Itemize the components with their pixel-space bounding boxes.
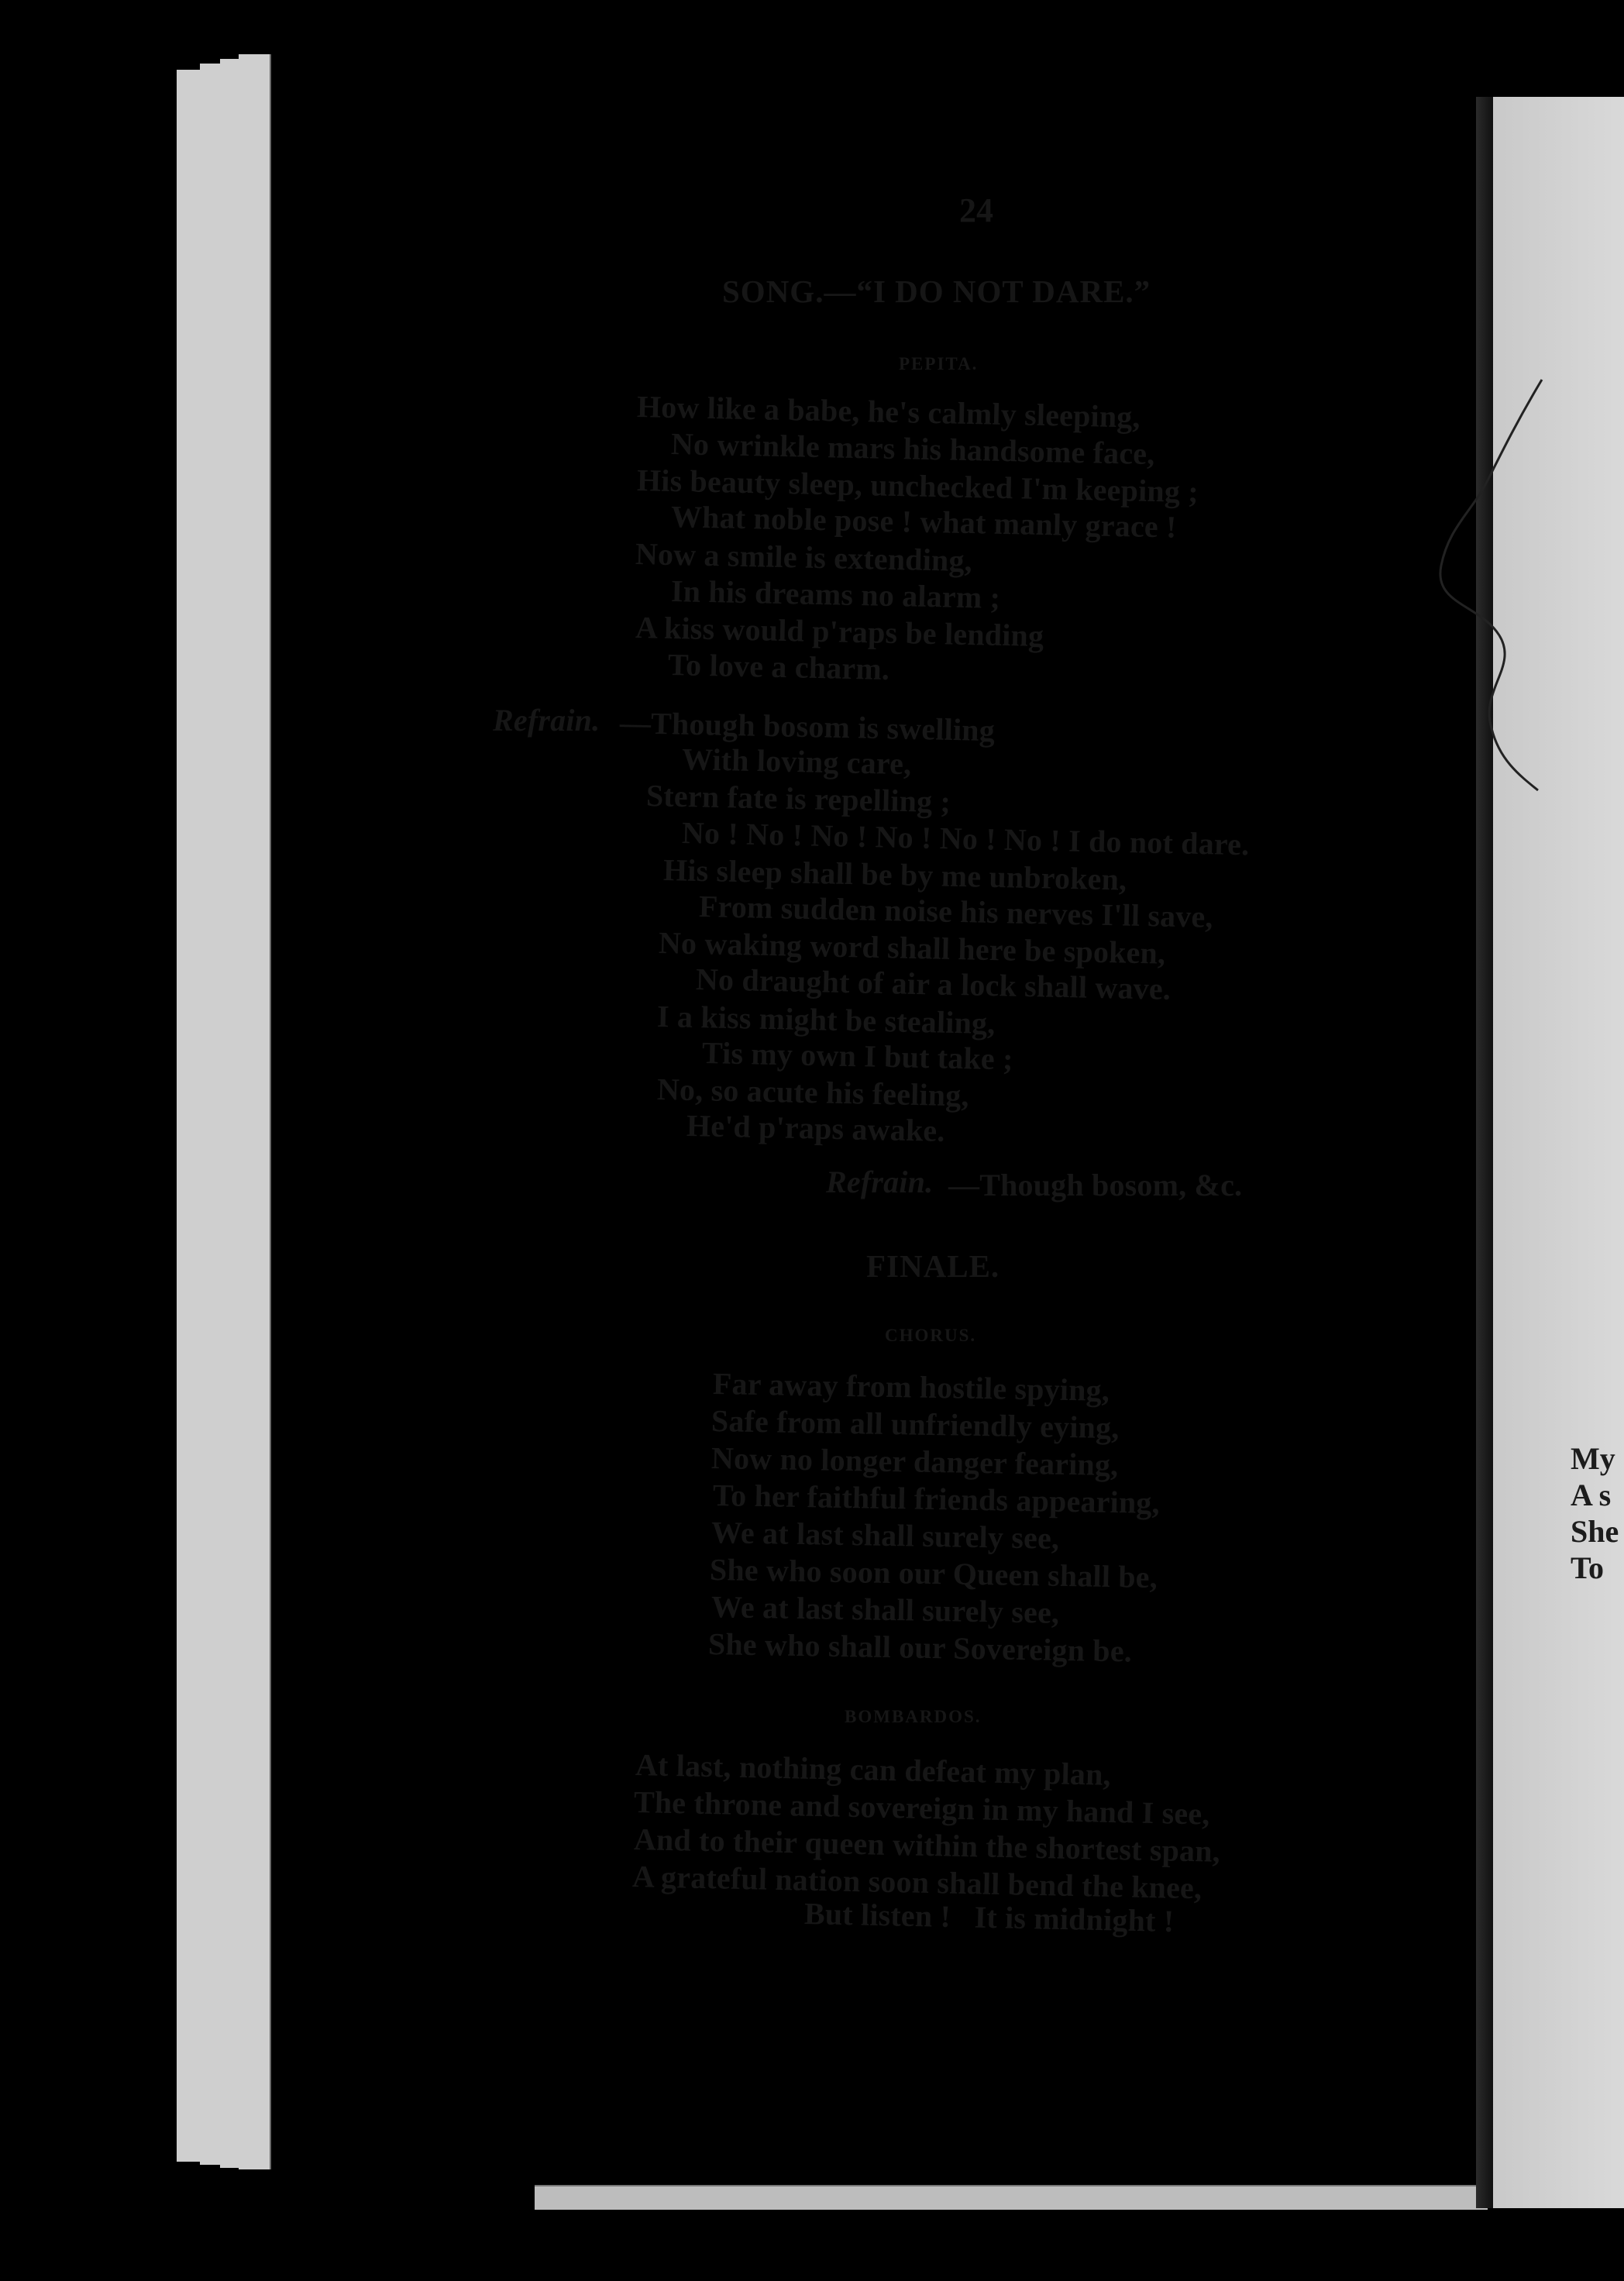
facing-page-line-4: To <box>1571 1550 1605 1585</box>
verse1-line-2: No wrinkle mars his handsome face, <box>670 426 1155 472</box>
page-bottom-strip <box>535 2185 1488 2210</box>
bombardos-line-4: A grateful nation soon shall bend the knee, <box>631 1859 1203 1906</box>
verse2-line-7: No, so acute his feeling, <box>656 1072 970 1113</box>
speaker-pepita: PEPITA. <box>899 354 979 373</box>
refrain-line-1: —Though bosom is swelling <box>619 705 996 748</box>
bombardos-line-2: The throne and sovereign in my hand I see, <box>633 1784 1211 1832</box>
verse2-line-4: No draught of air a lock shall wave. <box>695 962 1172 1006</box>
page-number: 24 <box>959 191 993 229</box>
speaker-bombardos: BOMBARDOS. <box>845 1707 982 1726</box>
verse2-line-5: I a kiss might be stealing, <box>656 999 996 1041</box>
verse1-line-5: Now a smile is extending, <box>635 536 973 579</box>
facing-page-line-2: A s <box>1571 1478 1612 1512</box>
song-title: SONG.—“I DO NOT DARE.” <box>722 274 1151 309</box>
refrain-line-2: With loving care, <box>681 741 912 782</box>
facing-page-line-3: She <box>1571 1514 1619 1549</box>
finale-title: FINALE. <box>866 1248 1000 1284</box>
verse2-line-2: From sudden noise his nerves I'll save, <box>698 889 1214 934</box>
refrain-repeat-text: —Though bosom, &c. <box>948 1168 1243 1202</box>
verse2-line-3: No waking word shall here be spoken, <box>658 925 1166 971</box>
chorus-line-6: She who soon our Queen shall be, <box>709 1552 1158 1595</box>
refrain-label: Refrain. <box>493 703 600 738</box>
verse2-line-8: He'd p'raps awake. <box>686 1108 946 1148</box>
chorus-line-7: We at last shall surely see, <box>710 1589 1060 1630</box>
facing-page-line-1: My <box>1571 1441 1615 1476</box>
pen-mark <box>1433 372 1557 806</box>
chorus-line-5: We at last shall surely see, <box>710 1515 1060 1556</box>
chorus-line-8: She who shall our Sovereign be. <box>707 1626 1133 1669</box>
refrain-line-4: No ! No ! No ! No ! No ! No ! I do not dare. <box>681 815 1250 862</box>
refrain-repeat-label: Refrain. <box>826 1165 934 1199</box>
speaker-chorus: CHORUS. <box>885 1326 977 1345</box>
verse1-line-4: What noble pose ! what manly grace ! <box>670 499 1178 545</box>
bombardos-line-1: At last, nothing can defeat my plan, <box>635 1747 1112 1792</box>
chorus-line-3: Now no longer danger fearing, <box>710 1440 1119 1483</box>
verse1-line-8: To love a charm. <box>667 647 890 686</box>
verse1-line-1: How like a babe, he's calmly sleeping, <box>636 389 1141 435</box>
bombardos-line-5: But listen ! It is midnight ! <box>803 1896 1175 1939</box>
verse2-line-1: His sleep shall be by me unbroken, <box>662 852 1127 897</box>
verse1-line-6: In his dreams no alarm ; <box>670 573 1001 615</box>
verse2-line-6: Tis my own I but take ; <box>701 1035 1014 1077</box>
chorus-line-4: To her faithful friends appearing, <box>712 1478 1161 1521</box>
verse1-line-7: A kiss would p'raps be lending <box>635 610 1044 654</box>
verse1-line-3: His beauty sleep, unchecked I'm keeping ; <box>636 463 1199 510</box>
chorus-line-2: Safe from all unfriendly eying, <box>710 1403 1120 1446</box>
page-edge-4 <box>239 54 271 2169</box>
chorus-line-1: Far away from hostile spying, <box>712 1366 1110 1408</box>
refrain-line-3: Stern fate is repelling ; <box>645 778 951 820</box>
bombardos-line-3: And to their queen within the shortest span, <box>633 1822 1221 1869</box>
